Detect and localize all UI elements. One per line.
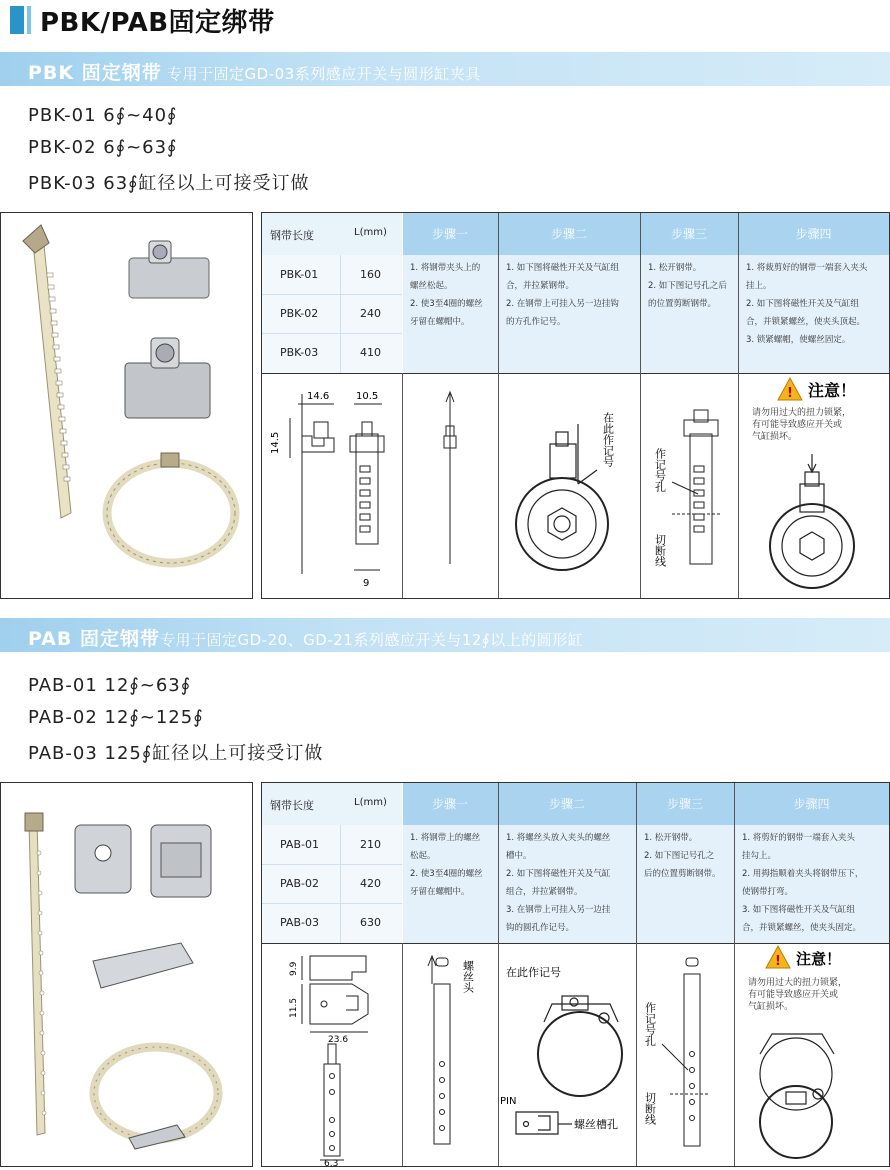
pbk-row-2-model: PBK-02 <box>280 307 319 320</box>
pab-step-2-header: 步骤二 <box>498 783 636 825</box>
pab-dim-9-9: 9.9 <box>289 961 299 976</box>
pab-instruction-table <box>261 782 890 1167</box>
pbk-step-3-header: 步骤三 <box>640 213 738 255</box>
pab-photo-illustration <box>1 783 252 1166</box>
pbk-step-3-text: 1. 松开钢带。 2. 如下图记号孔之后 的位置剪断钢带。 <box>648 263 727 309</box>
pab-row-2-model: PAB-02 <box>280 877 319 890</box>
pab-model-2: PAB-02 12∮~125∮ <box>28 707 204 728</box>
pab-model-1: PAB-01 12∮~63∮ <box>28 675 192 696</box>
pbk-dim-9: 9 <box>363 578 370 589</box>
pbk-row-3-l: 410 <box>360 346 381 359</box>
pab-section-header <box>0 618 890 652</box>
pbk-step-1-header: 步骤一 <box>402 213 498 255</box>
pab-product-photo <box>0 782 253 1167</box>
pbk-photo-illustration <box>1 213 252 598</box>
pbk-row-2-l: 240 <box>360 307 381 320</box>
pbk-mark-here: 在此作记号 <box>601 412 615 467</box>
svg-text:!: ! <box>787 386 793 401</box>
pab-screw-slot: 螺丝槽孔 <box>574 1118 618 1131</box>
pab-step-3-text: 1. 松开钢带。 2. 如下图记号孔之 后的位置剪断钢带。 <box>644 833 721 879</box>
pab-pin-label: PIN <box>500 1096 517 1107</box>
pbk-dim-14-5: 14.5 <box>270 431 281 454</box>
pbk-section-header <box>0 52 890 86</box>
pbk-step-2-header: 步骤二 <box>498 213 640 255</box>
page-title: PBK/PAB固定绑带 <box>40 8 275 38</box>
pbk-dim-14-6: 14.6 <box>307 391 330 402</box>
pbk-warning: 请勿用过大的扭力锁紧， 有可能导致感应开关或 气缸损坏。 <box>752 408 852 442</box>
pbk-step-1-text: 1. 将钢带夹头上的 螺丝松起。 2. 使3至4圈的螺丝 牙留在螺帽中。 <box>410 263 483 327</box>
pbk-row-1-model: PBK-01 <box>280 268 319 281</box>
pbk-notice: 注意！ <box>808 381 857 400</box>
title-accent-bar-light <box>27 6 31 34</box>
pab-step-4-text: 1. 将剪好的钢带一端套入夹头 挂勾上。 2. 用拇指顺着夹头将钢带压下， 使钢带打弯。 3. 如下图将磁性开关及气缸组 合，并锁紧螺丝，使夹头固定。 <box>742 833 864 933</box>
svg-text:!: ! <box>775 954 781 969</box>
pbk-col-length: 钢带长度 <box>270 229 314 242</box>
pab-col-length: 钢带长度 <box>270 799 314 812</box>
pbk-mark-hole: 作记号孔 <box>653 448 667 492</box>
pab-row-2-l: 420 <box>360 877 381 890</box>
pab-step-1-text: 1. 将钢带上的螺丝 松起。 2. 使3至4圈的螺丝 牙留在螺帽中。 <box>410 833 483 897</box>
pab-dim-23-6: 23.6 <box>328 1035 349 1045</box>
pab-step-4-header: 步骤四 <box>734 783 889 825</box>
pbk-step-2-text: 1. 如下图将磁性开关及气缸组 合，并拉紧钢带。 2. 在钢带上可挂入另一边挂钩 的方孔作记号。 <box>506 263 619 327</box>
pab-step-2-text: 1. 将螺丝头放入夹头的螺丝 槽中。 2. 如下图将磁性开关及气缸 组合，并拉紧钢带。 3. 在钢带上可挂入另一边挂 钩的圆孔作记号。 <box>506 833 611 933</box>
pab-cut-line: 切断线 <box>643 1092 657 1125</box>
pab-mark-here: 在此作记号 <box>506 966 561 979</box>
pab-header-desc: 专用于固定GD-20、GD-21系列感应开关与12∮以上的圆形缸 <box>159 631 584 649</box>
pbk-step-4-text: 1. 将裁剪好的钢带一端套入夹头 挂上。 2. 如下图将磁性开关及气缸组 合，并锁紧螺丝，使夹头顶起。 3. 锁紧螺帽，使螺丝固定。 <box>746 263 868 345</box>
pab-header-title: PAB 固定钢带 <box>28 628 160 650</box>
pab-mark-hole: 作记号孔 <box>643 1002 657 1046</box>
pbk-row-3-model: PBK-03 <box>280 346 319 359</box>
pab-screw-head: 螺丝头 <box>461 960 475 993</box>
pab-row-1-model: PAB-01 <box>280 838 319 851</box>
pab-row-1-l: 210 <box>360 838 381 851</box>
pbk-cut-line: 切断线 <box>653 534 667 567</box>
pbk-row-1-l: 160 <box>360 268 381 281</box>
pbk-model-3: PBK-03 63∮缸径以上可接受订做 <box>28 173 310 194</box>
pbk-step-4-header: 步骤四 <box>738 213 889 255</box>
pbk-header-desc: 专用于固定GD-03系列感应开关与圆形缸夹具 <box>161 65 481 83</box>
pab-step-3-header: 步骤三 <box>636 783 734 825</box>
pbk-model-1: PBK-01 6∮~40∮ <box>28 105 178 126</box>
pbk-product-photo <box>0 212 253 599</box>
pbk-header-title: PBK 固定钢带 <box>28 62 162 84</box>
pab-step-1-header: 步骤一 <box>402 783 498 825</box>
pab-dim-11-5: 11.5 <box>289 997 299 1018</box>
pab-col-l: L(mm) <box>354 797 387 808</box>
pab-warning: 请勿用过大的扭力锁紧， 有可能导致感应开关或 气缸损坏。 <box>748 978 848 1012</box>
pab-row-3-model: PAB-03 <box>280 916 319 929</box>
pbk-instruction-table <box>261 212 890 599</box>
pab-row-3-l: 630 <box>360 916 381 929</box>
pab-dim-6-3: 6.3 <box>324 1159 339 1166</box>
title-accent-bar <box>10 6 24 34</box>
pbk-model-2: PBK-02 6∮~63∮ <box>28 137 178 158</box>
pbk-col-l: L(mm) <box>354 227 387 238</box>
pab-model-3: PAB-03 125∮缸径以上可接受订做 <box>28 743 324 764</box>
pab-notice: 注意！ <box>796 950 842 968</box>
pbk-dim-10-5: 10.5 <box>356 391 379 402</box>
